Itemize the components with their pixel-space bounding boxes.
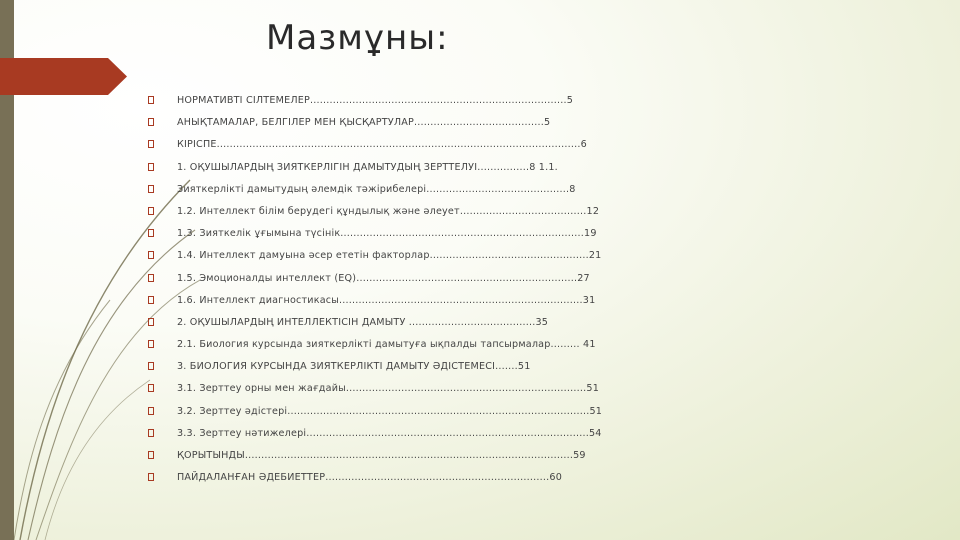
toc-item-text: 2. ОҚУШЫЛАРДЫҢ ИНТЕЛЛЕКТІСІН ДАМЫТУ .......................................35 bbox=[177, 316, 549, 328]
bullet-icon bbox=[148, 362, 154, 370]
bullet-icon bbox=[148, 185, 154, 193]
toc-item bbox=[148, 114, 668, 136]
toc-item bbox=[148, 469, 668, 491]
toc-item-text: 1.2. Интеллект білім берудегі құндылық және әлеует.......................................12 bbox=[177, 205, 600, 217]
bullet-icon bbox=[148, 251, 154, 259]
toc-item-text: 3.1. Зерттеу орны мен жағдайы..........................................................................51 bbox=[177, 383, 600, 395]
bullet-icon bbox=[148, 384, 154, 392]
bullet-icon bbox=[148, 118, 154, 126]
toc-item bbox=[148, 247, 668, 269]
toc-item bbox=[148, 358, 668, 380]
toc-item bbox=[148, 203, 668, 225]
bullet-icon bbox=[148, 207, 154, 215]
toc-item-text: 1.5. Эмоционалды интеллект (EQ)....................................................................27 bbox=[177, 272, 590, 284]
bullet-icon bbox=[148, 163, 154, 171]
toc-item bbox=[148, 292, 668, 314]
toc-item bbox=[148, 92, 668, 114]
toc-item bbox=[148, 181, 668, 203]
toc-item-text: АНЫҚТАМАЛАР, БЕЛГІЛЕР МЕН ҚЫСҚАРТУЛАР........................................5 bbox=[177, 117, 551, 129]
toc-item bbox=[148, 159, 668, 181]
toc-item-text: 1.4. Интеллект дамуына әсер ететін факторлар.................................................21 bbox=[177, 250, 602, 262]
toc-item bbox=[148, 425, 668, 447]
toc-item bbox=[148, 336, 668, 358]
toc-item-text: ПАЙДАЛАНҒАН ӘДЕБИЕТТЕР.....................................................................60 bbox=[177, 472, 563, 484]
accent-tab bbox=[0, 58, 127, 95]
table-of-contents bbox=[148, 92, 668, 491]
bullet-icon bbox=[148, 451, 154, 459]
bullet-icon bbox=[148, 140, 154, 148]
toc-item-text: 3.3. Зерттеу нәтижелері.......................................................................................54 bbox=[177, 427, 602, 439]
slide-title: Мазмұны: bbox=[266, 18, 449, 58]
toc-item bbox=[148, 270, 668, 292]
toc-item-text: 3. БИОЛОГИЯ КУРСЫНДА ЗИЯТКЕРЛІКТІ ДАМЫТУ ӘДІСТЕМЕСІ.......51 bbox=[177, 361, 531, 373]
toc-item-text: Зияткерлікті дамытудың әлемдік тәжірибелері............................................8 bbox=[177, 183, 576, 195]
toc-item-text: 1.3. Зияткелік ұғымына түсінік...........................................................................19 bbox=[177, 228, 597, 240]
toc-item bbox=[148, 225, 668, 247]
toc-item bbox=[148, 314, 668, 336]
bullet-icon bbox=[148, 274, 154, 282]
toc-item-text: 1.6. Интеллект диагностикасы...........................................................................31 bbox=[177, 294, 596, 306]
toc-item bbox=[148, 136, 668, 158]
bullet-icon bbox=[148, 318, 154, 326]
bullet-icon bbox=[148, 407, 154, 415]
toc-item-text: КІРІСПЕ................................................................................................................6 bbox=[177, 139, 587, 151]
bullet-icon bbox=[148, 473, 154, 481]
toc-item-text: 3.2. Зерттеу әдістері.............................................................................................51 bbox=[177, 405, 603, 417]
toc-item-text: НОРМАТИВТІ СІЛТЕМЕЛЕР...............................................................................5 bbox=[177, 95, 574, 106]
toc-item-text: 2.1. Биология курсында зияткерлікті дамытуға ықпалды тапсырмалар......... 41 bbox=[177, 339, 596, 351]
toc-item-text: ҚОРЫТЫНДЫ.....................................................................................................59 bbox=[177, 450, 586, 461]
toc-item bbox=[148, 380, 668, 402]
bullet-icon bbox=[148, 96, 154, 104]
bullet-icon bbox=[148, 229, 154, 237]
bullet-icon bbox=[148, 429, 154, 437]
toc-item bbox=[148, 403, 668, 425]
bullet-icon bbox=[148, 340, 154, 348]
bullet-icon bbox=[148, 296, 154, 304]
toc-item-text: 1. ОҚУШЫЛАРДЫҢ ЗИЯТКЕРЛІГІН ДАМЫТУДЫҢ ЗЕРТТЕЛУІ................8 1.1. bbox=[177, 161, 558, 173]
toc-item bbox=[148, 447, 668, 469]
